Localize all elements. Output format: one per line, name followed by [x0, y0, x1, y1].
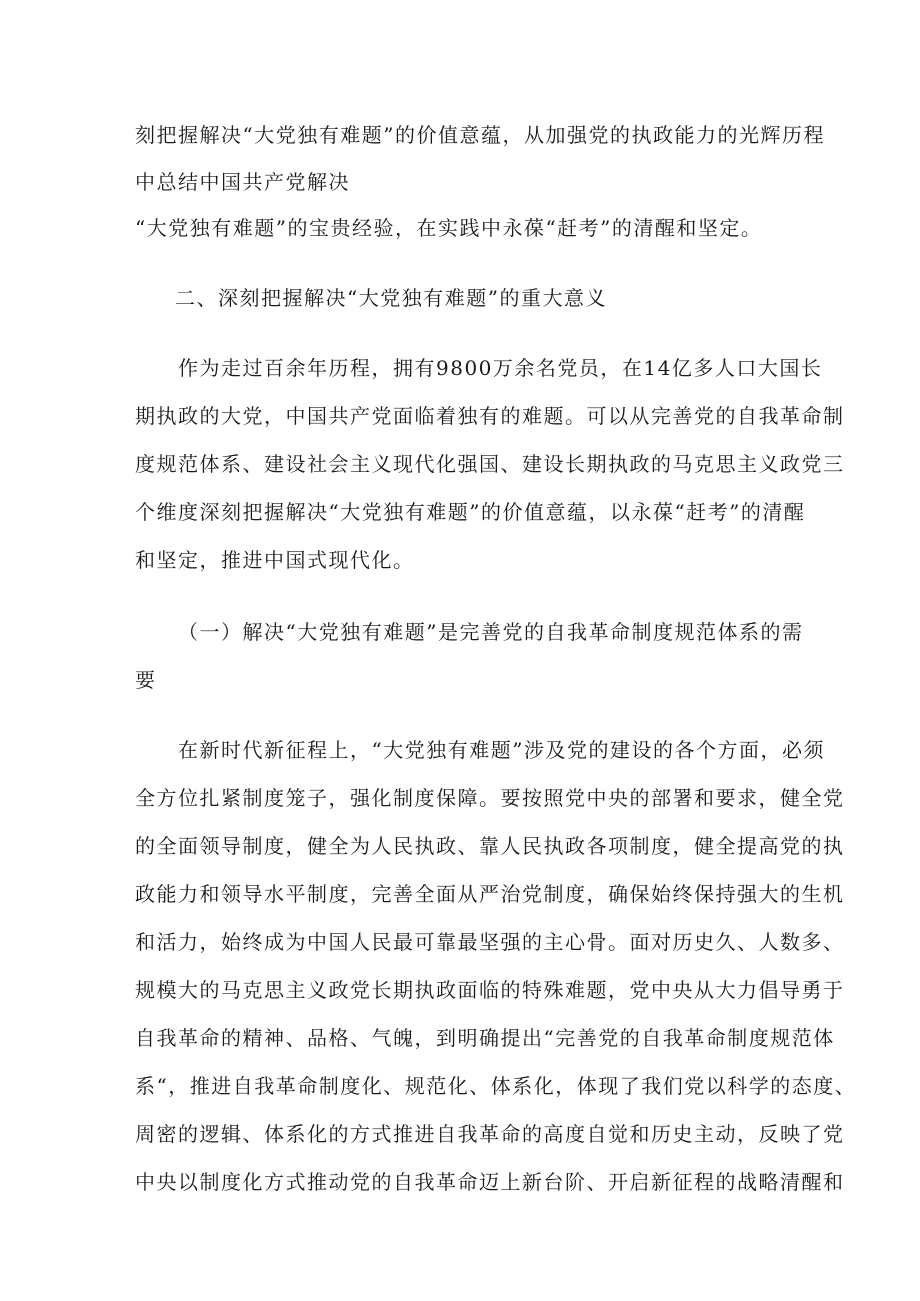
subheading-line-2: 要 [135, 668, 157, 692]
intro-line-1: 刻把握解决“大党独有难题”的价值意蕴，从加强党的执政能力的光辉历程 [135, 123, 825, 147]
para2-line-1: 在新时代新征程上，“大党独有难题”涉及党的建设的各个方面，必须 [178, 738, 825, 762]
para2-line-8: 系“，推进自我革命制度化、规范化、体系化，体现了我们党以科学的态度、 [135, 1074, 857, 1098]
para1-line-4: 个维度深刻把握解决“大党独有难题”的价值意蕴，以永葆“赶考”的清醒 [135, 500, 806, 524]
intro-line-3: “大党独有难题”的宝贵经验，在实践中永葆“赶考”的清醒和坚定。 [135, 216, 763, 240]
para2-line-3: 的全面领导制度，健全为人民执政、靠人民执政各项制度，健全提高党的执 [135, 834, 845, 858]
para1-line-2: 期执政的大党，中国共产党面临着独有的难题。可以从完善党的自我革命制 [135, 404, 845, 428]
para2-line-5: 和活力，始终成为中国人民最可靠最坚强的主心骨。面对历史久、人数多、 [135, 930, 845, 954]
para2-line-9: 周密的逻辑、体系化的方式推进自我革命的高度自觉和历史主动，反映了党 [135, 1122, 845, 1146]
para1-line-3: 度规范体系、建设社会主义现代化强国、建设长期执政的马克思主义政党三 [135, 452, 845, 476]
section-heading: 二、深刻把握解决“大党独有难题”的重大意义 [175, 286, 607, 310]
para2-line-4: 政能力和领导水平制度，完善全面从严治党制度，确保始终保持强大的生机 [135, 882, 845, 906]
para2-line-2: 全方位扎紧制度笼子，强化制度保障。要按照党中央的部署和要求，健全党 [135, 786, 845, 810]
subheading-line-1: （一）解决“大党独有难题”是完善党的自我革命制度规范体系的需 [178, 620, 804, 644]
para2-line-6: 规模大的马克思主义政党长期执政面临的特殊难题，党中央从大力倡导勇于 [135, 978, 845, 1002]
para1-line-5: 和坚定，推进中国式现代化。 [135, 548, 415, 572]
para2-line-7: 自我革命的精神、品格、气魄，到明确提出“完善党的自我革命制度规范体 [135, 1026, 835, 1050]
intro-line-2: 中总结中国共产党解决 [135, 170, 350, 194]
para1-line-1: 作为走过百余年历程，拥有9800万余名党员，在14亿多人口大国长 [178, 356, 823, 380]
para2-line-10: 中央以制度化方式推动党的自我革命迈上新台阶、开启新征程的战略清醒和 [135, 1170, 845, 1194]
